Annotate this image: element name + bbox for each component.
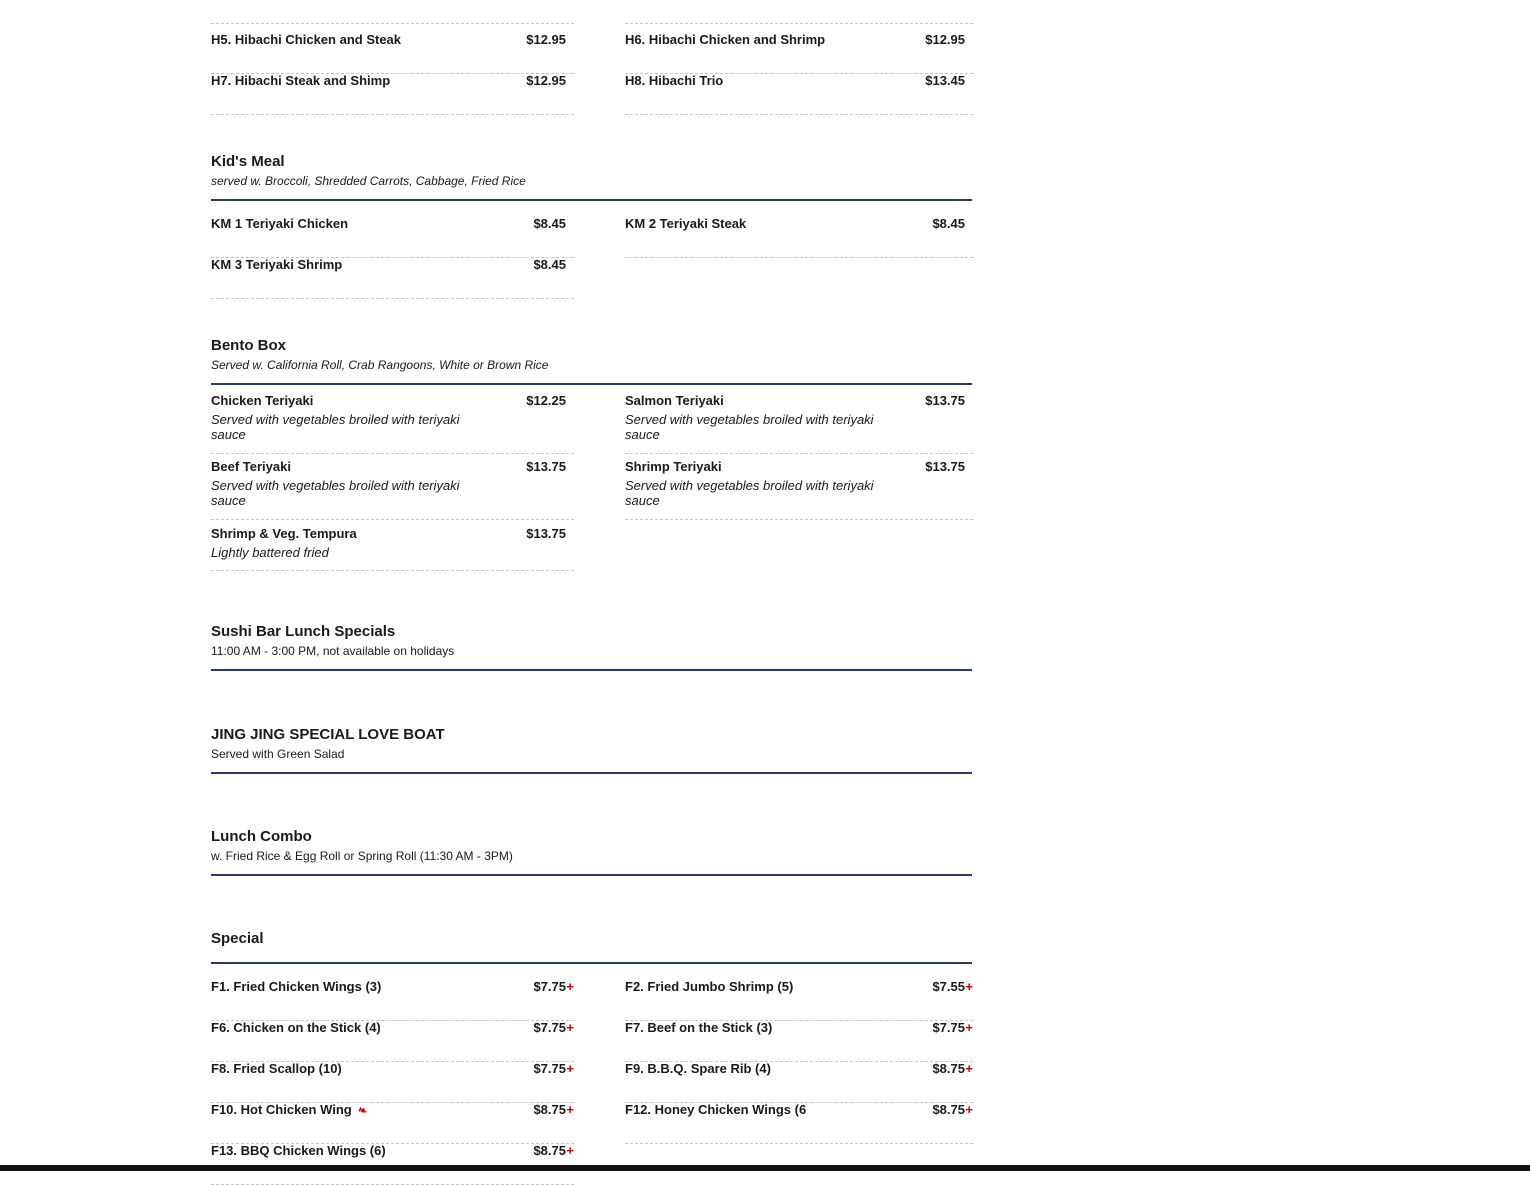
item-price: $8.45: [533, 257, 566, 272]
menu-row: [211, 526, 973, 570]
item-name: Shrimp & Veg. Tempura: [211, 526, 357, 541]
menu-item[interactable]: [211, 0, 574, 24]
menu-item[interactable]: [625, 979, 973, 1021]
menu-item[interactable]: [625, 32, 973, 74]
menu-item[interactable]: [211, 257, 574, 299]
item-name: KM 3 Teriyaki Shrimp: [211, 257, 343, 272]
menu-item[interactable]: [625, 1020, 973, 1062]
menu-item[interactable]: [625, 459, 973, 520]
item-price: $13.75: [925, 459, 965, 474]
category-title: Sushi Bar Lunch Specials: [211, 623, 396, 640]
menu-item[interactable]: [211, 216, 574, 258]
add-to-order-button[interactable]: +: [566, 1061, 574, 1076]
category-divider: [211, 962, 972, 964]
menu-item[interactable]: [211, 1143, 574, 1185]
menu-item[interactable]: [211, 459, 574, 520]
menu-row: [211, 1020, 973, 1061]
category-divider: [211, 669, 972, 671]
item-name-wrap: [211, 1102, 367, 1117]
item-price: $7.55: [932, 979, 965, 994]
item-price: $8.45: [932, 216, 965, 231]
item-price: $12.95: [925, 32, 965, 47]
menu-item[interactable]: [211, 1102, 574, 1144]
menu-row: [211, 979, 973, 1020]
item-name: Chicken Teriyaki: [211, 393, 314, 408]
menu-item[interactable]: [211, 393, 574, 454]
item-name: KM 1 Teriyaki Chicken: [211, 216, 349, 231]
item-price: $8.45: [533, 216, 566, 231]
item-description: Served with vegetables broiled with teriyaki sauce: [211, 478, 460, 508]
menu-item[interactable]: [625, 1061, 973, 1103]
category-subtitle: Served w. California Roll, Crab Rangoons, White or Brown Rice: [211, 358, 549, 372]
item-description: Served with vegetables broiled with teriyaki sauce: [211, 412, 460, 442]
item-name: Beef Teriyaki: [211, 459, 291, 474]
item-description: Served with vegetables broiled with teriyaki sauce: [625, 412, 874, 442]
item-name: F10. Hot Chicken Wing: [211, 1102, 352, 1117]
item-price: $8.75: [533, 1143, 566, 1158]
menu-row: [211, 0, 973, 23]
category-divider: [211, 772, 972, 774]
category-title: Special: [211, 930, 264, 947]
item-price: $13.45: [925, 73, 965, 88]
menu-item[interactable]: [625, 0, 973, 24]
item-price: $13.75: [925, 393, 965, 408]
menu-row: [211, 1061, 973, 1102]
item-name: F8. Fried Scallop (10): [211, 1061, 342, 1076]
item-name: H6. Hibachi Chicken and Shrimp: [625, 32, 826, 47]
add-to-order-button[interactable]: +: [566, 1102, 574, 1117]
item-name: F7. Beef on the Stick (3): [625, 1020, 773, 1035]
item-name: KM 2 Teriyaki Steak: [625, 216, 747, 231]
item-price: $13.75: [526, 459, 566, 474]
item-price: $8.75: [533, 1102, 566, 1117]
item-name: H5. Hibachi Chicken and Steak: [211, 32, 402, 47]
item-name: H7. Hibachi Steak and Shimp: [211, 73, 391, 88]
item-name: H8. Hibachi Trio: [625, 73, 724, 88]
item-description: Served with vegetables broiled with teriyaki sauce: [625, 478, 874, 508]
menu-item[interactable]: [625, 73, 973, 115]
item-name: F13. BBQ Chicken Wings (6): [211, 1143, 386, 1158]
category-divider: [211, 874, 972, 876]
menu-item[interactable]: [211, 32, 574, 74]
item-price: $7.75: [533, 1020, 566, 1035]
item-price: $8.75: [932, 1061, 965, 1076]
add-to-order-button[interactable]: +: [965, 979, 973, 994]
item-name: F9. B.B.Q. Spare Rib (4): [625, 1061, 771, 1076]
category-title: Lunch Combo: [211, 828, 312, 845]
item-price: $12.25: [526, 393, 566, 408]
item-price: $7.75: [932, 1020, 965, 1035]
menu-row: [211, 1102, 973, 1143]
menu-item[interactable]: [625, 1102, 973, 1144]
menu-row: [211, 73, 973, 114]
add-to-order-button[interactable]: +: [965, 1102, 973, 1117]
bottom-bar: [0, 1165, 1530, 1171]
item-price: $12.95: [526, 73, 566, 88]
category-subtitle: w. Fried Rice & Egg Roll or Spring Roll (11:30 AM - 3PM): [211, 849, 513, 863]
menu-item[interactable]: [625, 216, 973, 258]
menu-item[interactable]: [211, 1061, 574, 1103]
menu-row: [211, 459, 973, 519]
category-subtitle: 11:00 AM - 3:00 PM, not available on holidays: [211, 644, 455, 658]
item-name: F1. Fried Chicken Wings (3): [211, 979, 382, 994]
category-title: Bento Box: [211, 337, 286, 354]
category-title: Kid's Meal: [211, 153, 285, 170]
item-name: Salmon Teriyaki: [625, 393, 724, 408]
menu-item[interactable]: [211, 979, 574, 1021]
add-to-order-button[interactable]: +: [566, 1143, 574, 1158]
item-price: $12.95: [526, 32, 566, 47]
menu-item[interactable]: [211, 73, 574, 115]
menu-row: [211, 32, 973, 73]
menu-row: [211, 1143, 973, 1184]
add-to-order-button[interactable]: +: [566, 1020, 574, 1035]
menu-row: [211, 257, 973, 298]
category-divider: [211, 383, 972, 385]
menu-item[interactable]: [211, 526, 574, 571]
category-divider: [211, 199, 972, 201]
add-to-order-button[interactable]: +: [566, 979, 574, 994]
menu-row: [211, 216, 973, 257]
menu-item[interactable]: [211, 1020, 574, 1062]
item-name: F12. Honey Chicken Wings (6: [625, 1102, 807, 1117]
menu-item[interactable]: [625, 393, 973, 454]
category-title: JING JING SPECIAL LOVE BOAT: [211, 726, 445, 743]
category-subtitle: served w. Broccoli, Shredded Carrots, Cabbage, Fried Rice: [211, 174, 526, 188]
menu-row: [211, 393, 973, 453]
add-to-order-button[interactable]: +: [965, 1020, 973, 1035]
item-price: $13.75: [526, 526, 566, 541]
item-name: F6. Chicken on the Stick (4): [211, 1020, 381, 1035]
item-name: F2. Fried Jumbo Shrimp (5): [625, 979, 794, 994]
pepper-icon: ❧: [356, 1103, 369, 1118]
item-price: $7.75: [533, 1061, 566, 1076]
item-name: Shrimp Teriyaki: [625, 459, 722, 474]
add-to-order-button[interactable]: +: [965, 1061, 973, 1076]
item-description: Lightly battered fried: [211, 545, 329, 560]
item-price: $7.75: [533, 979, 566, 994]
item-price: $8.75: [932, 1102, 965, 1117]
category-subtitle: Served with Green Salad: [211, 747, 345, 761]
